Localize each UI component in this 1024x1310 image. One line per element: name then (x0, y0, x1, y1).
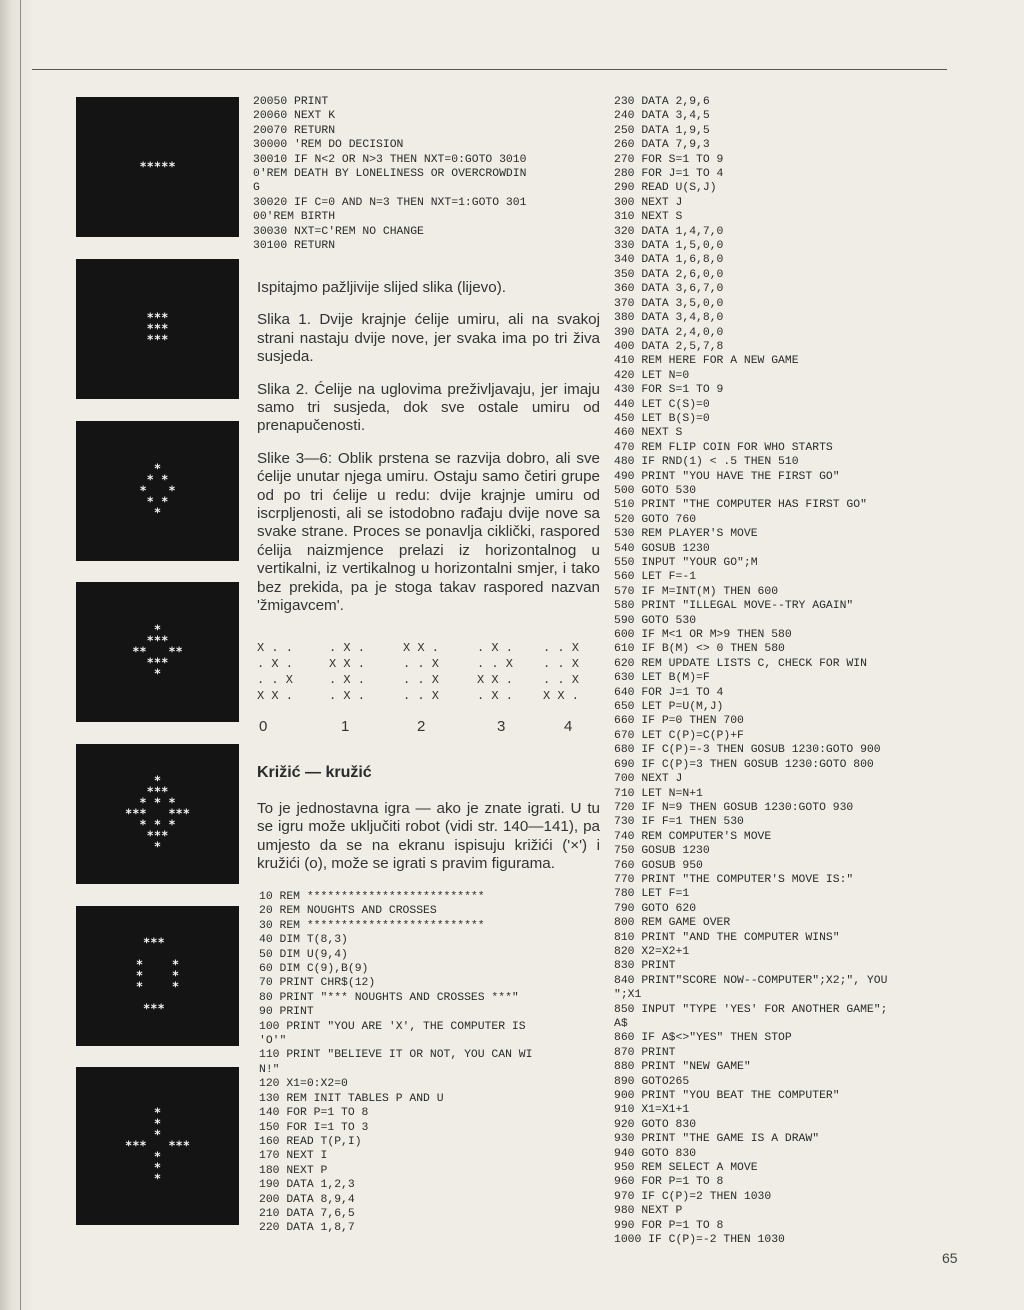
diagram-label-0: 0 (259, 718, 268, 735)
paragraph-intro: Ispitajmo pažljivije slijed slika (lijevo). (257, 279, 506, 296)
screen-image-7 (76, 1067, 239, 1225)
diagram-label-1: 1 (341, 718, 350, 735)
screen-image-4 (76, 582, 239, 722)
diagram-label-2: 2 (417, 718, 426, 735)
code-listing-left: 10 REM ************************** 20 REM NOUGHTS AND CROSSES 30 REM ************************** 40 DIM T(8,3) 50 DIM U(9,4) 60 DIM C(9),B(9) 70 PRINT CHR$(12) 80 PRINT "*** NOUGHTS AND CROSSES ***" 90 PRINT 100 PRINT "YOU ARE 'X', THE COMPUTER IS 'O'" 110 PRINT "BELIEVE IT OR NOT, YOU CAN WI N!" 120 X1=0:X2=0 130 REM INIT TABLES P AND U 140 FOR P=1 TO 8 150 FOR I=1 TO 3 160 READ T(P,I) 170 NEXT I 180 NEXT P 190 DATA 1,2,3 200 DATA 8,9,4 210 DATA 7,6,5 220 DATA 1,8,7 (259, 891, 533, 1235)
code-listing-top: 20050 PRINT 20060 NEXT K 20070 RETURN 30000 'REM DO DECISION 30010 IF N<2 OR N>3 THEN NXT=0:GOTO 3010 0'REM DEATH BY LONELINESS OR OVERCROWDIN G 30020 IF C=0 AND N=3 THEN NXT=1:GOTO 301 00'REM BIRTH 30030 NXT=C'REM NO CHANGE 30100 RETURN (253, 96, 527, 253)
diagram-grid-3: . X . . . X X X . . X . (477, 641, 514, 703)
binding-edge (20, 0, 21, 1310)
screen-pattern-5: * *** * * * *** *** * * * *** * (124, 773, 191, 854)
screen-image-1 (76, 97, 239, 237)
screen-image-6 (76, 906, 239, 1046)
blinker-diagram (257, 640, 597, 740)
screen-pattern-3: * * * * * * * * (139, 461, 176, 520)
explanation-text (257, 279, 600, 630)
book-binding (0, 0, 34, 1310)
intro-paragraph: To je jednostavna igra — ako je znate igrati. U tu se igru može uključiti robot (vidi str. 140—141), pa umjesto da se na ekranu ispisuju križići ('×') i kružići (o), može se igrati s pravim figurama. (257, 800, 600, 873)
screen-image-5 (76, 744, 239, 884)
diagram-grid-0: X . . . X . . . X X X . (257, 641, 294, 703)
page-number: 65 (942, 1250, 958, 1266)
screen-pattern-6: *** * * * * * * *** (135, 935, 180, 1016)
paragraph-slika-1: Slika 1. Dvije krajnje ćelije umiru, ali na svakoj strani nastaju dvije nove, jer svaka ima po tri živa susjeda. (257, 311, 600, 366)
screen-pattern-1: ***** (139, 159, 176, 174)
diagram-label-3: 3 (497, 718, 506, 735)
header-rule (32, 69, 947, 70)
screen-pattern-7: * * * *** *** * * * (124, 1105, 191, 1186)
screen-image-2 (76, 259, 239, 399)
diagram-grid-1: . X . X X . . X . . X . (329, 641, 366, 703)
paragraph-slika-2: Slika 2. Ćelije na uglovima preživljavaju, jer imaju samo tri susjeda, dok sve ostale umiru od prenapučenosti. (257, 380, 600, 435)
paragraph-slike-3-6: Slike 3—6: Oblik prstena se razvija dobro, ali sve ćelije unutar njega umiru. Ostaju samo četiri grupe od po tri ćelije u redu: dvije krajnje umiru od iscrpljenosti, ali se istodobno rađaju dvije nove sa svake strane. Proces se ponavlja ciklički, raspored ćelija naizmjence prelazi iz horizontalnog u vertikalni, iz vertikalnog u horizontalni smjer, i tako bez prekida, pa je stoga takav raspored nazvan 'žmigavcem'. (257, 449, 600, 615)
diagram-label-4: 4 (564, 718, 573, 735)
section-heading: Križić — kružić (257, 764, 372, 781)
screen-image-3 (76, 421, 239, 561)
screen-pattern-2: *** *** *** (146, 310, 169, 347)
diagram-grid-2: X X . . . X . . X . . X (403, 641, 440, 703)
diagram-grid-4: . . X . . X . . X X X . (543, 641, 580, 703)
code-listing-right: 230 DATA 2,9,6 240 DATA 3,4,5 250 DATA 1,9,5 260 DATA 7,9,3 270 FOR S=1 TO 9 280 FOR J=1 TO 4 290 READ U(S,J) 300 NEXT J 310 NEXT S 320 DATA 1,4,7,0 330 DATA 1,5,0,0 340 DATA 1,6,8,0 350 DATA 2,6,0,0 360 DATA 3,6,7,0 370 DATA 3,5,0,0 380 DATA 3,4,8,0 390 DATA 2,4,0,0 400 DATA 2,5,7,8 410 REM HERE FOR A NEW GAME 420 LET N=0 430 FOR S=1 TO 9 440 LET C(S)=0 450 LET B(S)=0 460 NEXT S 470 REM FLIP COIN FOR WHO STARTS 480 IF RND(1) < .5 THEN 510 490 PRINT "YOU HAVE THE FIRST GO" 500 GOTO 530 510 PRINT "THE COMPUTER HAS FIRST GO" 520 GOTO 760 530 REM PLAYER'S MOVE 540 GOSUB 1230 550 INPUT "YOUR GO";M 560 LET F=-1 570 IF M=INT(M) THEN 600 580 PRINT "ILLEGAL MOVE--TRY AGAIN" 590 GOTO 530 600 IF M<1 OR M>9 THEN 580 610 IF B(M) <> 0 THEN 580 620 REM UPDATE LISTS C, CHECK FOR WIN 630 LET B(M)=F 640 FOR J=1 TO 4 650 LET P=U(M,J) 660 IF P=0 THEN 700 670 LET C(P)=C(P)+F 680 IF C(P)=-3 THEN GOSUB 1230:GOTO 900 690 IF C(P)=3 THEN GOSUB 1230:GOTO 800 700 NEXT J 710 LET N=N+1 720 IF N=9 THEN GOSUB 1230:GOTO 930 730 IF F=1 THEN 530 740 REM COMPUTER'S MOVE 750 GOSUB 1230 760 GOSUB 950 770 PRINT "THE COMPUTER'S MOVE IS:" 780 LET F=1 790 GOTO 620 800 REM GAME OVER 810 PRINT "AND THE COMPUTER WINS" 820 X2=X2+1 830 PRINT 840 PRINT"SCORE NOW--COMPUTER";X2;", YOU ";X1 850 INPUT "TYPE 'YES' FOR ANOTHER GAME"; A$ 860 IF A$<>"YES" THEN STOP 870 PRINT 880 PRINT "NEW GAME" 890 GOTO265 900 PRINT "YOU BEAT THE COMPUTER" 910 X1=X1+1 920 GOTO 830 930 PRINT "THE GAME IS A DRAW" 940 GOTO 830 950 REM SELECT A MOVE 960 FOR P=1 TO 8 970 IF C(P)=2 THEN 1030 980 NEXT P 990 FOR P=1 TO 8 1000 IF C(P)=-2 THEN 1030 (614, 96, 888, 1247)
screen-pattern-4: * *** ** ** *** * (132, 622, 183, 681)
